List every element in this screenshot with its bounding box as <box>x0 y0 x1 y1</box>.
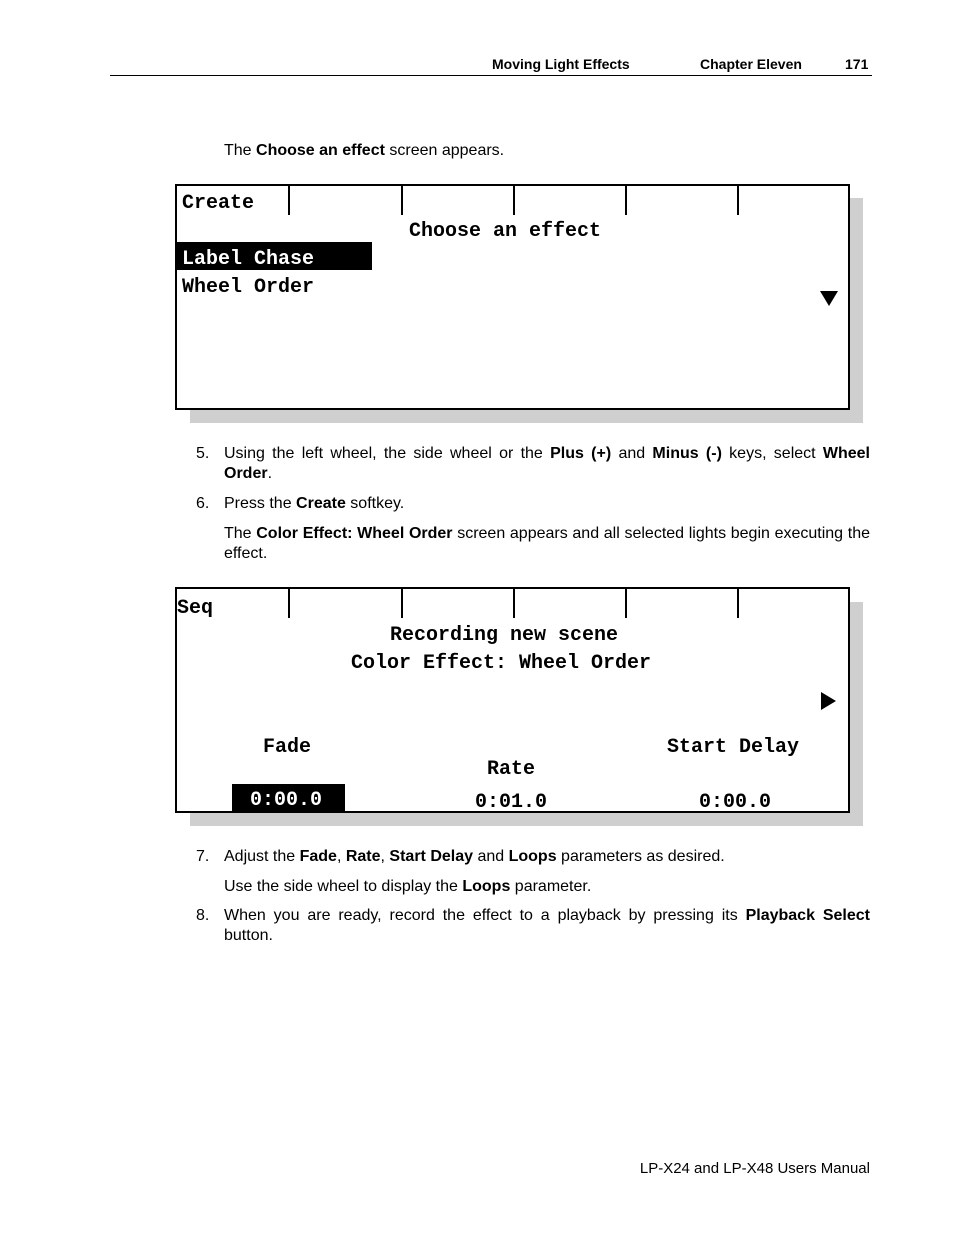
step-text: parameter. <box>510 878 592 895</box>
softkey-divider <box>401 589 403 618</box>
fade-label: Fade <box>263 736 312 759</box>
step-text: screen appears and all selected lights begin executing the effect. <box>224 525 871 562</box>
running-header-chapter: Chapter Eleven <box>700 56 802 72</box>
step-text: button. <box>224 927 273 944</box>
step-text: Using the left wheel, the side wheel or the <box>224 445 551 462</box>
effect-name: Color Effect: Wheel Order <box>351 652 652 675</box>
softkey-divider <box>737 589 739 618</box>
softkey-divider <box>625 186 627 215</box>
step-7-note <box>224 877 870 897</box>
softkey-divider <box>513 589 515 618</box>
softkey-divider <box>288 186 290 215</box>
step-bold: Start Delay <box>389 848 474 865</box>
intro-text-end: screen appears. <box>384 142 505 159</box>
fade-value[interactable]: 0:00.0 <box>232 784 345 811</box>
start-delay-label: Start Delay <box>667 736 800 759</box>
step-bold: Loops <box>508 848 557 865</box>
running-header-section: Moving Light Effects <box>492 56 630 72</box>
step-text: , <box>336 848 346 865</box>
screen-title: Choose an effect <box>409 220 602 243</box>
step-number: 7. <box>196 848 210 865</box>
step-text: Adjust the <box>224 848 300 865</box>
step-number: 6. <box>196 495 210 512</box>
down-triangle-icon <box>820 291 838 306</box>
step-bold: Create <box>296 495 346 512</box>
rate-label: Rate <box>487 758 536 781</box>
choose-effect-screen <box>175 184 850 410</box>
step-6-text <box>224 494 870 514</box>
step-bold: Color Effect: Wheel Order <box>256 525 453 542</box>
softkey-divider <box>401 186 403 215</box>
step-text: Use the side wheel to display the <box>224 878 463 895</box>
intro-bold: Choose an effect <box>256 142 385 159</box>
step-text: The <box>224 525 257 542</box>
softkey-divider <box>625 589 627 618</box>
step-text: parameters as desired. <box>556 848 725 865</box>
step-text: , <box>380 848 390 865</box>
step-bold: Minus (-) <box>652 445 722 462</box>
step-5-text <box>224 444 870 484</box>
effect-item-wheel-order[interactable]: Wheel Order <box>182 276 315 299</box>
right-triangle-icon <box>821 692 836 710</box>
step-8-text <box>224 906 870 946</box>
step-text: Press the <box>224 495 297 512</box>
step-number: 8. <box>196 907 210 924</box>
recording-status: Recording new scene <box>390 624 619 647</box>
step-number: 5. <box>196 445 210 462</box>
softkey-divider <box>513 186 515 215</box>
step-bold: Fade <box>299 848 337 865</box>
intro-paragraph <box>224 141 870 161</box>
color-effect-screen <box>175 587 850 813</box>
start-delay-value[interactable]: 0:00.0 <box>699 791 772 814</box>
header-rule <box>110 75 872 76</box>
step-text: and <box>611 445 653 462</box>
step-bold: Loops <box>462 878 511 895</box>
softkey-divider <box>288 589 290 618</box>
rate-value[interactable]: 0:01.0 <box>475 791 548 814</box>
step-text: softkey. <box>345 495 405 512</box>
effect-item-label-chase[interactable]: Label Chase <box>177 242 372 270</box>
softkey-create[interactable]: Create <box>182 192 255 215</box>
step-text: keys, select <box>721 445 823 462</box>
page-number: 171 <box>845 56 869 72</box>
step-bold: Rate <box>345 848 381 865</box>
softkey-seq[interactable]: Seq <box>177 597 214 620</box>
step-7-text <box>224 847 870 867</box>
step-text: When you are ready, record the effect to a playback by pressing its <box>224 907 746 924</box>
softkey-divider <box>737 186 739 215</box>
step-bold: Playback Select <box>745 907 870 924</box>
page-footer: LP-X24 and LP-X48 Users Manual <box>639 1160 870 1177</box>
step-bold: Wheel Order <box>224 445 870 482</box>
step-text: . <box>267 465 273 482</box>
intro-text: The <box>224 142 257 159</box>
step-bold: Plus (+) <box>550 445 612 462</box>
step-text: and <box>473 848 509 865</box>
step-6-note <box>224 524 870 564</box>
